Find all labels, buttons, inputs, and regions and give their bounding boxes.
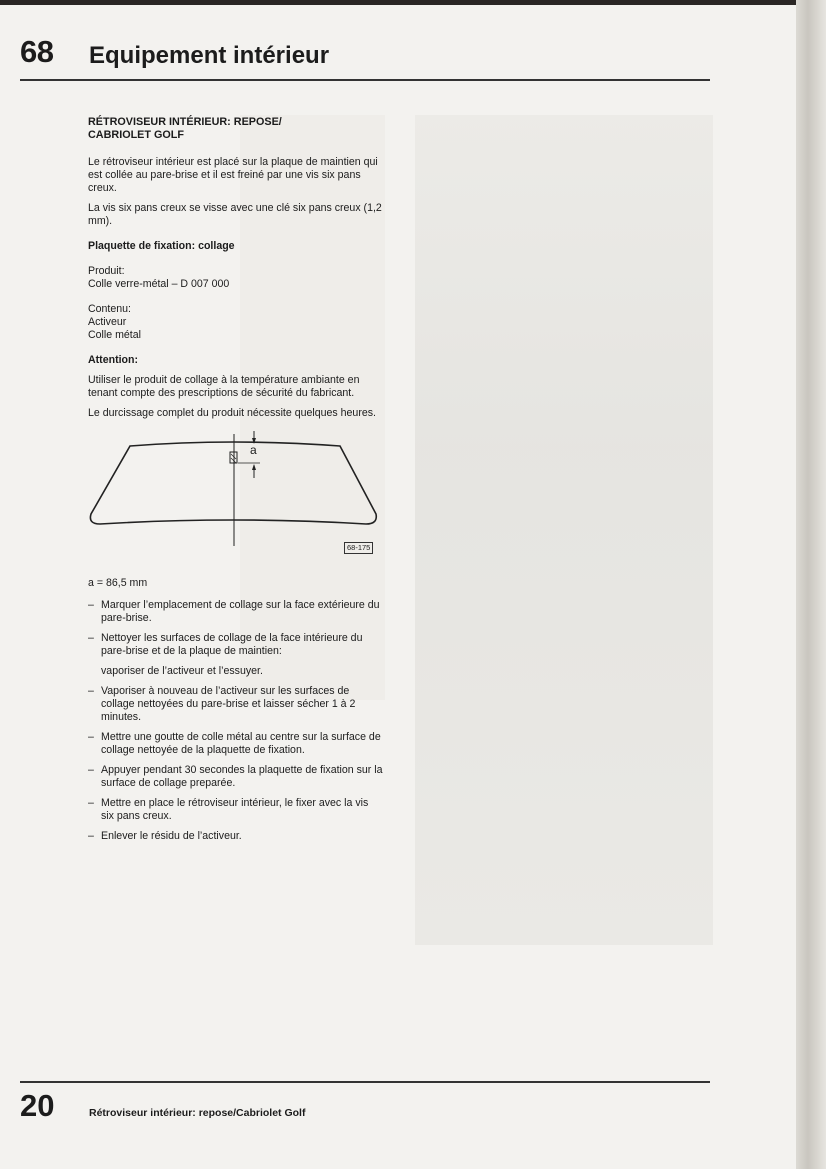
step-item: – Vaporiser à nouveau de l’activeur sur les surfaces de collage nettoyées du pare-brise et laisser sécher 1 à 2 minutes. [88,685,356,723]
attention-label: Attention: [88,354,139,366]
footer-rule [20,1081,710,1083]
step-item: – Marquer l’emplacement de collage sur la face extérieure du pare-brise. [88,599,380,624]
attention-paragraph-1: Utiliser le produit de collage à la température ambiante en tenant compte des prescriptions de sécurité du fabricant. [88,374,360,399]
footer-title: Rétroviseur intérieur: repose/Cabriolet Golf [89,1107,306,1119]
bleed-through-shade-right [415,115,713,945]
produit-block [88,265,384,291]
intro-paragraph-2: La vis six pans creux se visse avec une clé six pans creux (1,2 mm). [88,202,382,227]
main-content [88,116,384,850]
step-continuation: vaporiser de l’activeur et l’essuyer. [101,665,263,677]
dimension-label-a: a [250,443,257,457]
contenu-label: Contenu: [88,303,131,315]
step-item: – Mettre une goutte de colle métal au centre sur la surface de collage nettoyée de la plaquette de fixation. [88,731,381,756]
section-title-line1: RÉTROVISEUR INTÉRIEUR: REPOSE/ [88,116,282,128]
produit-label: Produit: [88,265,125,277]
page-binding-edge [796,0,826,1169]
subheading-collage: Plaquette de fixation: collage [88,240,235,252]
windshield-drawing [88,428,384,573]
section-title-line2: CABRIOLET GOLF [88,129,184,141]
dimension-value: a = 86,5 mm [88,577,148,589]
section-title [88,116,384,142]
contenu-block [88,303,384,342]
contenu-item-activeur: Activeur [88,316,127,328]
windshield-diagram [88,428,384,573]
chapter-title: Equipement intérieur [89,42,330,69]
windshield-outline [90,442,376,524]
figure-code: 68-175 [344,542,373,554]
step-item: – Mettre en place le rétroviseur intérieur, le fixer avec la vis six pans creux. [88,797,369,822]
produit-value: Colle verre-métal – D 007 000 [88,278,230,290]
step-item: – Appuyer pendant 30 secondes la plaquette de fixation sur la surface de collage preparée. [88,764,383,789]
chapter-number: 68 [20,34,54,69]
contenu-item-colle: Colle métal [88,329,141,341]
step-item: – Nettoyer les surfaces de collage de la face intérieure du pare-brise et de la plaque de maintien: [88,632,363,657]
page-number: 20 [20,1088,55,1123]
attention-paragraph-2: Le durcissage complet du produit nécessite quelques heures. [88,407,376,419]
procedure-steps [88,599,384,843]
intro-paragraph-1: Le rétroviseur intérieur est placé sur la plaque de maintien qui est collée au pare-brise et il est freiné par une vis six pans creux. [88,156,378,194]
header-rule [20,79,710,81]
page-top-edge [0,0,826,5]
step-item: – Enlever le résidu de l’activeur. [88,830,242,842]
